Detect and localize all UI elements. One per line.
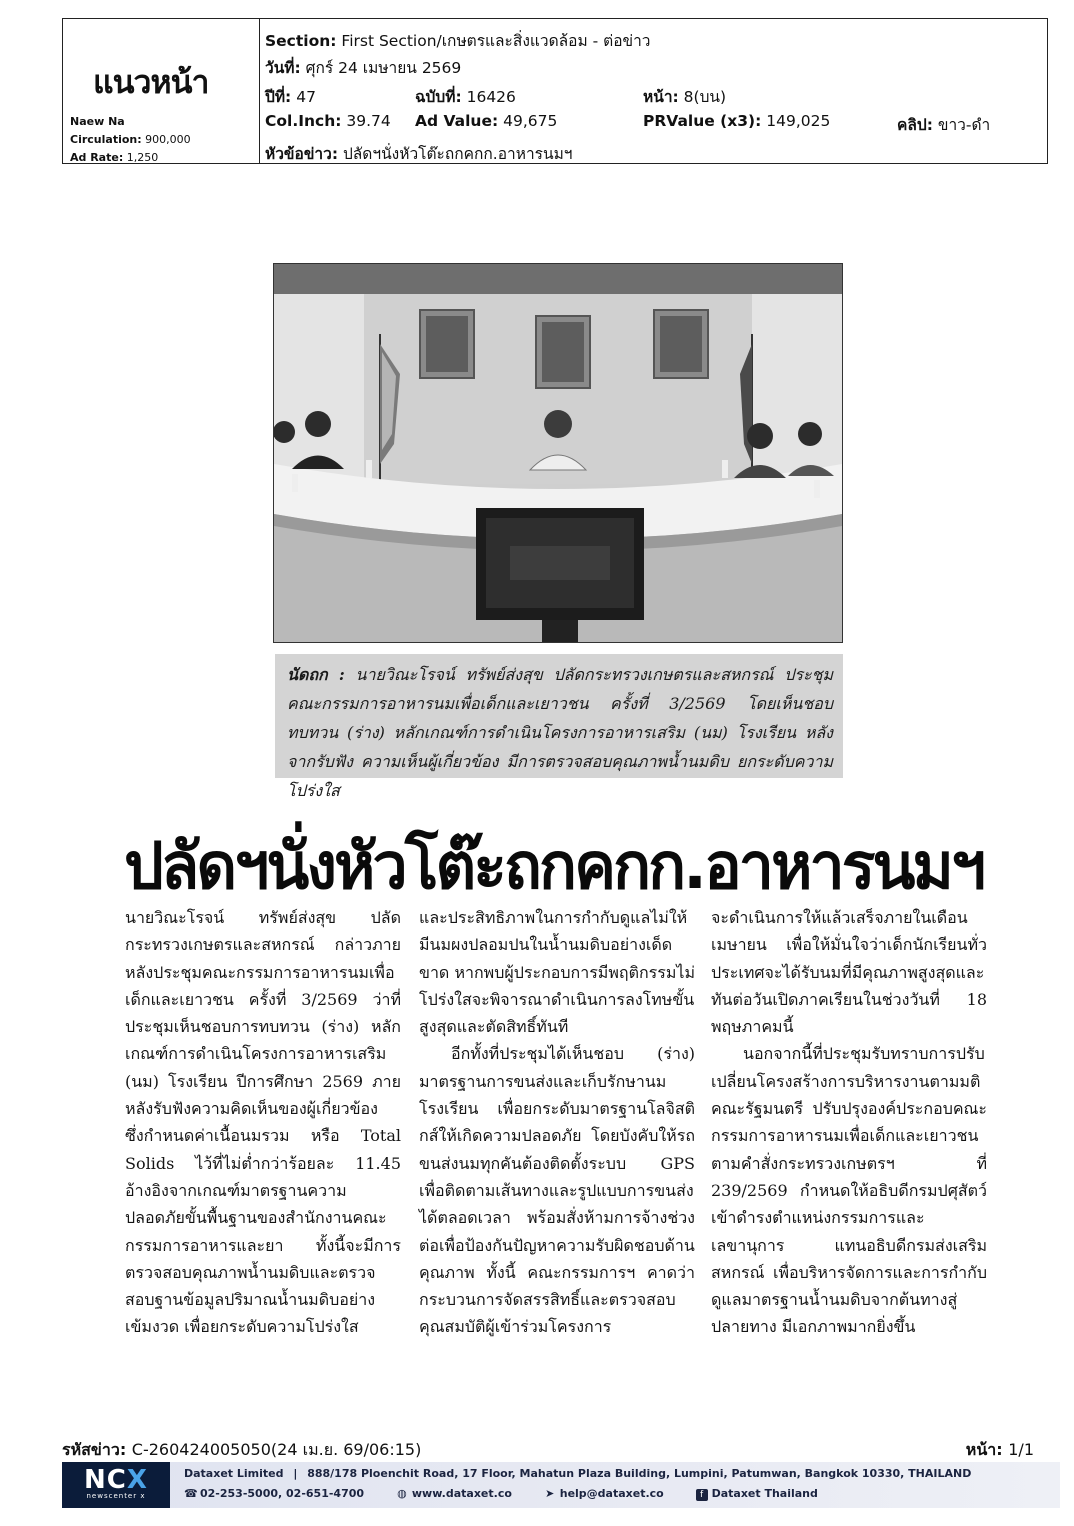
paragraph: และประสิทธิภาพในการกำกับดูแลไม่ให้มีนมผงปลอมปนในน้ำนมดิบอย่างเด็ดขาด หากพบผู้ประกอบการมีพฤติกรรมไม่โปร่งใสจะพิจารณาดำเนินการลงโทษขั้นสูงสุดและตัดสิทธิ์ทันที — [419, 908, 695, 1037]
news-code-time: (24 เม.ย. 69/06:15) — [270, 1440, 422, 1459]
phone-icon: ☎ — [184, 1487, 198, 1500]
headline-value: ปลัดฯนั่งหัวโต๊ะถกคกก.อาหารนมฯ — [342, 145, 573, 163]
colinch-value: 39.74 — [346, 112, 391, 130]
meeting-photo — [273, 263, 843, 643]
section-row: Section: First Section/เกษตรและสิ่งแวดล้อม - ต่อข่าว — [265, 32, 651, 50]
year-value: 47 — [296, 88, 316, 106]
article-column-3 — [711, 904, 987, 1341]
prvalue-value: 149,025 — [766, 112, 831, 130]
headline-row: หัวข้อข่าว: ปลัดฯนั่งหัวโต๊ะถกคกก.อาหารนมฯ — [265, 145, 573, 163]
issue-value: 16426 — [466, 88, 516, 106]
date-row: วันที่: ศุกร์ 24 เมษายน 2569 — [265, 59, 462, 77]
article-column-1 — [125, 904, 401, 1341]
news-code-value: C-260424005050 — [131, 1440, 271, 1459]
publication-logo: แนวหน้า — [93, 63, 209, 101]
facebook-icon: f — [696, 1489, 708, 1501]
email-link[interactable]: help@dataxet.co — [559, 1487, 664, 1500]
send-icon: ➤ — [545, 1487, 555, 1500]
page-indicator: หน้า: 1/1 — [965, 1440, 1034, 1459]
article-column-2 — [419, 904, 695, 1341]
facebook-link[interactable]: Dataxet Thailand — [711, 1487, 818, 1500]
caption-text: นายวิณะโรจน์ ทรัพย์ส่งสุข ปลัดกระทรวงเกษตรและสหกรณ์ ประชุม คณะกรรมการอาหารนมเพื่อเด็กและเยาวชน ครั้งที่ 3/2569 โดยเห็นชอบทบทวน (ร่าง) หลักเกณฑ์การดำเนินโครงการอาหารเสริม (นม) โรงเรียน หลังจากรับฟัง ความเห็นผู้เกี่ยวข้อง มีการตรวจสอบคุณภาพน้ำนมดิบ ยกระดับความโปร่งใส — [287, 665, 833, 800]
circulation-value: 900,000 — [145, 133, 191, 146]
paragraph: นายวิณะโรจน์ ทรัพย์ส่งสุข ปลัดกระทรวงเกษตรและสหกรณ์ กล่าวภายหลังประชุมคณะกรรมการอาหารนมเพื่อเด็กและเยาวชน ครั้งที่ 3/2569 ว่าที่ประชุมเห็นชอบการทบทวน (ร่าง) หลักเกณฑ์การดำเนินโครงการอาหารเสริม (นม) โรงเรียน ปีการศึกษา 2569 ภายหลังรับฟังความคิดเห็นของผู้เกี่ยวข้อง ซึ่งกำหนดค่าเนื้อนมรวม หรือ Total Solids ไว้ที่ไม่ต่ำกว่าร้อยละ 11.45 อ้างอิงจากเกณฑ์มาตรฐานความปลอดภัยขั้นพื้นฐานของสำนักงานคณะกรรมการอาหารและยา ทั้งนี้จะมีการตรวจสอบคุณภาพน้ำนมดิบและตรวจสอบฐานข้อมูลปริมาณน้ำนมดิบอย่างเข้มงวด เพื่อยกระดับความโปร่งใส — [125, 908, 401, 1337]
article-headline: ปลัดฯนั่งหัวโต๊ะถกคกก.อาหารนมฯ — [124, 830, 984, 904]
website-link[interactable]: www.dataxet.co — [411, 1487, 512, 1500]
ncx-logo: NCX newscenter x — [62, 1462, 170, 1508]
caption-label: นัดถก : — [287, 665, 345, 684]
photo-caption — [275, 654, 843, 800]
publication-panel — [63, 19, 260, 163]
provider-footer — [62, 1462, 1060, 1508]
page-indicator-value: 1/1 — [1008, 1440, 1034, 1459]
phone-numbers: 02-253-5000, 02-651-4700 — [200, 1487, 365, 1500]
provider-contacts — [184, 1487, 846, 1501]
clipping-header — [62, 18, 1048, 164]
section-value: First Section/เกษตรและสิ่งแวดล้อม - ต่อข่าว — [341, 32, 651, 50]
publication-meta: Naew Na Circulation: 900,000 Ad Rate: 1,250 — [70, 115, 191, 164]
date-value: ศุกร์ 24 เมษายน 2569 — [305, 59, 462, 77]
clip-value: ขาว-ดำ — [937, 116, 991, 134]
provider-address: Dataxet Limited | 888/178 Ploenchit Road, 17 Floor, Mahatun Plaza Building, Lumpini, Patumwan, Bangkok 10330, THAILAND — [184, 1467, 972, 1480]
advalue-value: 49,675 — [503, 112, 558, 130]
globe-icon: ◍ — [397, 1487, 407, 1500]
adrate-value: 1,250 — [126, 151, 159, 164]
company-name: Dataxet Limited — [184, 1467, 284, 1480]
page-value: 8(บน) — [683, 88, 727, 106]
paragraph: อีกทั้งที่ประชุมได้เห็นชอบ (ร่าง) มาตรฐานการขนส่งและเก็บรักษานมโรงเรียน เพื่อยกระดับมาตรฐานโลจิสติกส์ให้เกิดความปลอดภัย โดยบังคับให้รถขนส่งนมทุกคันต้องติดตั้งระบบ GPS เพื่อติดตามเส้นทางและรูปแบบการขนส่งได้ตลอดเวลา พร้อมสั่งห้ามการจ้างช่วงต่อเพื่อป้องกันปัญหาความรับผิดชอบด้านคุณภาพ ทั้งนี้ คณะกรรมการฯ คาดว่ากระบวนการจัดสรรสิทธิ์และตรวจสอบคุณสมบัติผู้เข้าร่วมโครงการ — [419, 1044, 695, 1337]
meeting-photo-illustration — [274, 264, 842, 642]
news-code: รหัสข่าว: C-260424005050(24 เม.ย. 69/06:15) — [62, 1440, 422, 1459]
paragraph: นอกจากนี้ที่ประชุมรับทราบการปรับเปลี่ยนโครงสร้างการบริหารงานตามมติคณะรัฐมนตรี ปรับปรุงองค์ประกอบคณะกรรมการอาหารนมเพื่อเด็กและเยาวชน ตามคำสั่งกระทรวงเกษตรฯ ที่ 239/2569 กำหนดให้อธิบดีกรมปศุสัตว์ เข้าดำรงตำแหน่งกรรมการและเลขานุการ แทนอธิบดีกรมส่งเสริมสหกรณ์ เพื่อบริหารจัดการและการกำกับดูแลมาตรฐานน้ำนมดิบจากต้นทางสู่ปลายทาง มีเอกภาพมากยิ่งขึ้น — [711, 1044, 987, 1337]
clipping-details: Section: First Section/เกษตรและสิ่งแวดล้อม - ต่อข่าว วันที่: ศุกร์ 24 เมษายน 2569 ปีที่: 47 ฉบับที่: 16426 หน้า: 8(บน) Col.Inch: 39.74 Ad Value: 49,675 PRValue (x3): 149,025 คลิป: ขาว-ดำ หัวข้อข่าว: ปลัดฯนั่งหัวโต๊ะถกคกก.อาหารนมฯ — [265, 25, 1041, 159]
paragraph: จะดำเนินการให้แล้วเสร็จภายในเดือนเมษายน เพื่อให้มั่นใจว่าเด็กนักเรียนทั่วประเทศจะได้รับนมที่มีคุณภาพสูงสุดและทันต่อวันเปิดภาคเรียนในช่วงวันที่ 18 พฤษภาคมนี้ — [711, 908, 987, 1037]
company-address: 888/178 Ploenchit Road, 17 Floor, Mahatun Plaza Building, Lumpini, Patumwan, Bangkok 10330, THAILAND — [307, 1467, 972, 1480]
publication-name: Naew Na — [70, 115, 125, 128]
